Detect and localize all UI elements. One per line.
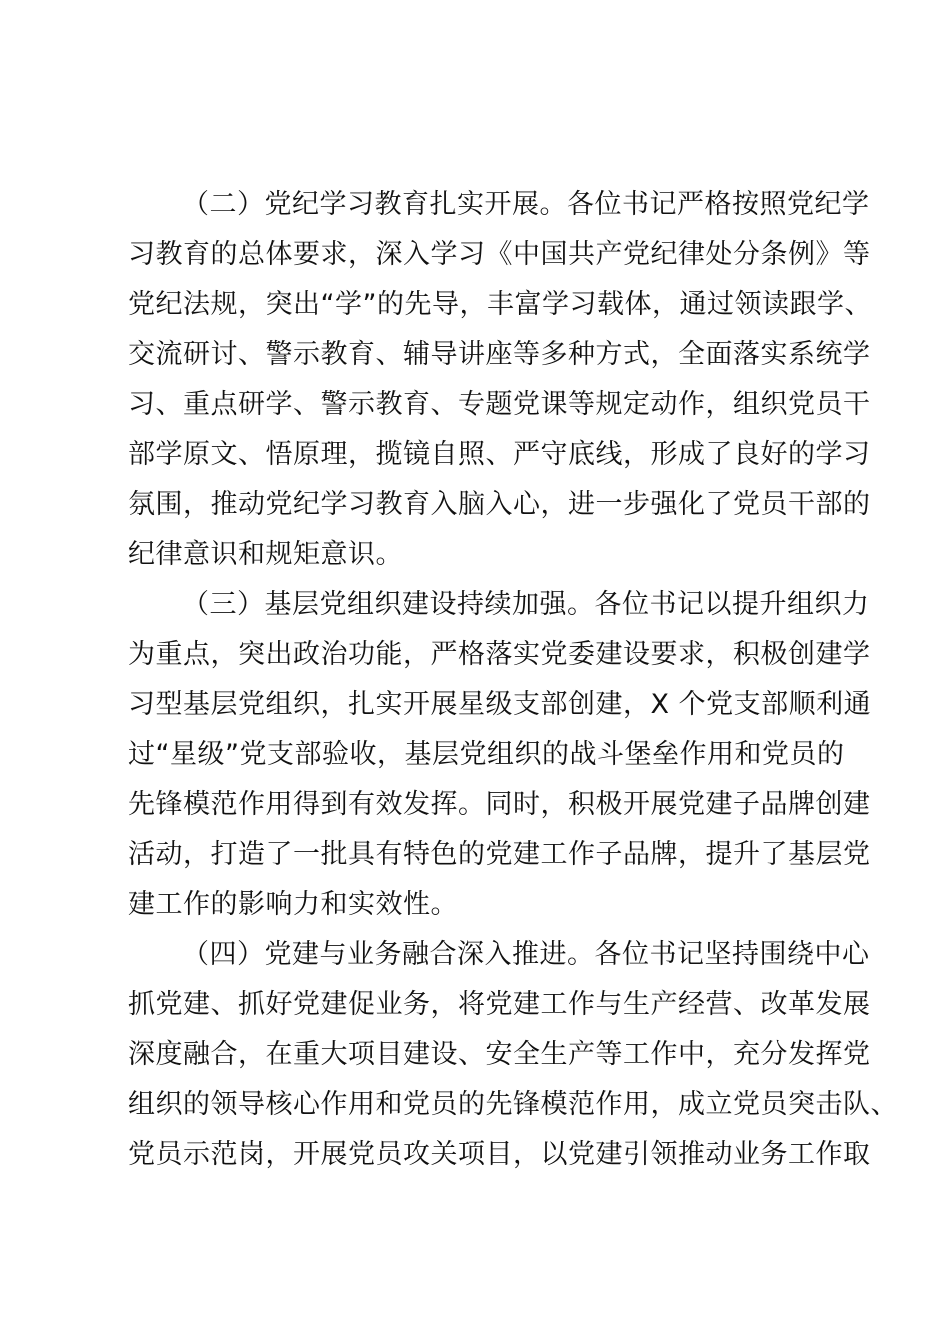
text-line: 为重点，突出政治功能，严格落实党委建设要求，积极创建学 <box>128 639 871 670</box>
text-line: 交流研讨、警示教育、辅导讲座等多种方式，全面落实系统学 <box>128 339 871 370</box>
text-line: （二）党纪学习教育扎实开展。各位书记严格按照党纪学 <box>182 189 870 220</box>
text-line: 建工作的影响力和实效性。 <box>128 889 458 920</box>
text-line: 部学原文、悟原理，揽镜自照、严守底线，形成了良好的学习 <box>128 439 871 470</box>
text-line: 先锋模范作用得到有效发挥。同时，积极开展党建子品牌创建 <box>128 789 871 820</box>
text-line: 习、重点研学、警示教育、专题党课等规定动作，组织党员干 <box>128 389 871 420</box>
text-line: （四）党建与业务融合深入推进。各位书记坚持围绕中心 <box>182 939 870 970</box>
text-line: 习型基层党组织，扎实开展星级支部创建，X 个党支部顺利通 <box>128 689 872 720</box>
text-line: 组织的领导核心作用和党员的先锋模范作用，成立党员突击队、 <box>128 1089 898 1120</box>
text-line: 党员示范岗，开展党员攻关项目，以党建引领推动业务工作取 <box>128 1139 871 1170</box>
text-line: 党纪法规，突出“学”的先导，丰富学习载体，通过领读跟学、 <box>128 289 872 320</box>
text-line: 习教育的总体要求，深入学习《中国共产党纪律处分条例》等 <box>128 239 871 270</box>
text-line: 抓党建、抓好党建促业务，将党建工作与生产经营、改革发展 <box>128 989 871 1020</box>
text-line: 活动，打造了一批具有特色的党建工作子品牌，提升了基层党 <box>128 839 871 870</box>
text-line: （三）基层党组织建设持续加强。各位书记以提升组织力 <box>182 589 870 620</box>
text-line: 氛围，推动党纪学习教育入脑入心，进一步强化了党员干部的 <box>128 489 871 520</box>
text-line: 过“星级”党支部验收，基层党组织的战斗堡垒作用和党员的 <box>128 739 845 770</box>
text-line: 深度融合，在重大项目建设、安全生产等工作中，充分发挥党 <box>128 1039 871 1070</box>
text-line: 纪律意识和规矩意识。 <box>128 539 403 570</box>
